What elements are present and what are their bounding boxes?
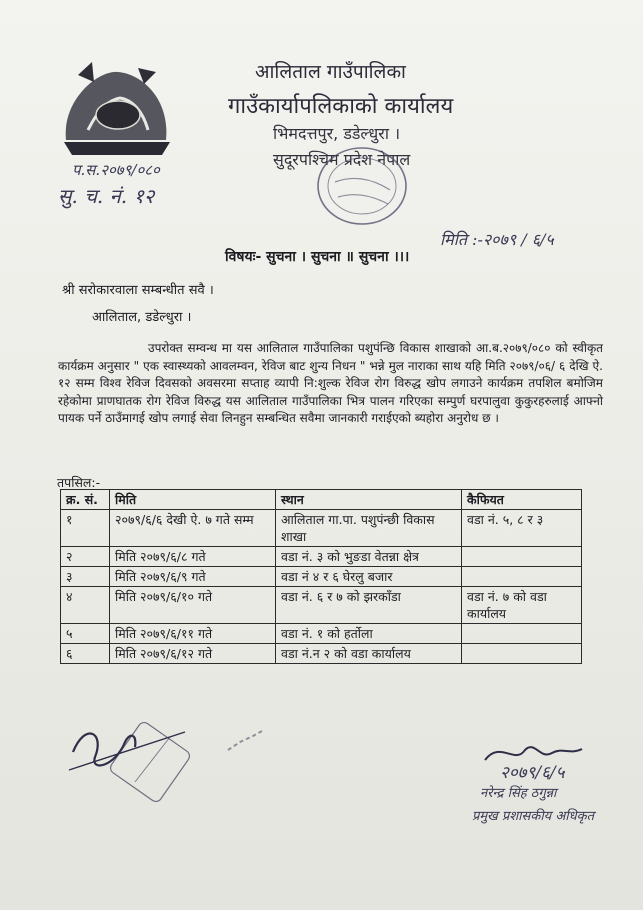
left-signature-stamp: [65, 712, 195, 802]
header-serial: क्र. सं.: [61, 490, 110, 510]
cell-serial: ५: [61, 624, 110, 644]
reference-number: प.स.२०७९/०८०: [72, 161, 160, 179]
table-row: [61, 624, 582, 644]
nepal-emblem: [58, 60, 176, 160]
cell-serial: २: [61, 547, 110, 567]
table-header-row: [61, 490, 582, 510]
table-row: [61, 567, 582, 587]
header-remarks: कैफियत: [462, 490, 582, 510]
cell-place: वडा नं. ३ को भुङडा वेतन्ना क्षेत्र: [276, 547, 462, 567]
cell-date: मिति २०७९/६/८ गते: [110, 547, 276, 567]
cell-remarks: वडा नं. ५, ८ र ३: [462, 510, 582, 547]
table-row: [61, 644, 582, 664]
signatory-name: नरेन्द्र सिंह ठगुन्ना: [480, 786, 557, 801]
header-line-3: भिमदत्तपुर, डडेल्धुरा ।: [273, 124, 401, 143]
cell-date: मिति २०७९/६/११ गते: [110, 624, 276, 644]
subject-line: विषयः- सुचना । सुचना ॥ सुचना ।।।: [225, 249, 410, 265]
cell-remarks: [462, 567, 582, 587]
cell-place: आलिताल गा.पा. पशुपंन्छी विकास शाखा: [276, 510, 462, 547]
cell-remarks: [462, 644, 582, 664]
addressee-line-1: श्री सरोकारवाला सम्बन्धीत सवै ।: [62, 283, 214, 298]
cell-remarks: [462, 547, 582, 567]
cell-serial: १: [61, 510, 110, 547]
cell-remarks: [462, 624, 582, 644]
cell-serial: ६: [61, 644, 110, 664]
table-row: [61, 587, 582, 624]
cell-place: वडा नं ४ र ६ घेरलु बजार: [276, 567, 462, 587]
cell-place: वडा नं. १ को हर्तोला: [276, 624, 462, 644]
body-paragraph: उपरोक्त सम्वन्ध मा यस आलिताल गाउँपालिका पशुपंन्छि विकास शाखाको आ.ब.२०७९/०८० को स्वीकृत कार्यक्रम अनुसार " एक स्वास्थ्यको आवलम्वन, रेविज बाट शुन्य निधन " भन्ने मुल नाराका साथ यहि मिति २०७९/०६/ ६ देखि ऐ. १२ सम्म विश्व रेविज दिवसको अवसरमा सप्ताह व्यापी नि:शुल्क रेविज रोग विरुद्ध खोप लगाउने कार्यक्रम तपशिल बमोजिम रहेकोमा प्राणघातक रोग रेविज विरुद्ध यस आलिताल गाउँपालिका भित्र पालन गरिएका सम्पुर्ण घरपालुवा कुकुरहरुलाई आफ्नो पायक पर्ने ठाउँमागई खोप लगाई सेवा लिनहुन सम्बन्धित सवैमा जानकारी गराईएको ब्यहोरा अनुरोध छ ।: [58, 341, 603, 425]
table-row: [61, 547, 582, 567]
schedule-table: [60, 489, 582, 664]
header-line-4: सुदूरपश्चिम प्रदेश नेपाल: [273, 150, 411, 169]
dispatch-number: सु. च. नं. १२: [58, 184, 155, 208]
addressee-line-2: आलिताल, डडेल्धुरा ।: [92, 310, 192, 325]
cell-date: मिति २०७९/६/१२ गते: [110, 644, 276, 664]
header-place: स्थान: [276, 490, 462, 510]
letter-date: मिति :-२०७९ / ६/५: [440, 230, 554, 249]
header-line-1: आलिताल गाउँपालिका: [255, 61, 406, 83]
office-round-stamp: [300, 142, 410, 232]
cell-place: वडा नं. ६ र ७ को झरकाँडा: [276, 587, 462, 624]
cell-date: मिति २०७९/६/९ गते: [110, 567, 276, 587]
cell-place: वडा नं.न २ को वडा कार्यालय: [276, 644, 462, 664]
header-date: मिति: [110, 490, 276, 510]
cell-serial: ४: [61, 587, 110, 624]
cell-serial: ३: [61, 567, 110, 587]
table-row: [61, 510, 582, 547]
ink-smudge: [225, 728, 265, 754]
signatory-post: प्रमुख प्रशासकीय अधिकृत: [472, 809, 595, 824]
cell-remarks: वडा नं. ७ को वडा कार्यालय: [462, 587, 582, 624]
cell-date: मिति २०७९/६/१० गते: [110, 587, 276, 624]
cell-date: २०७९/६/६ देखी ऐ. ७ गते सम्म: [110, 510, 276, 547]
header-line-2: गाउँकार्यापलिकाको कार्यालय: [228, 94, 454, 119]
signature-date: २०७९/६/५: [500, 763, 565, 783]
schedule-label: तपसिल:-: [57, 475, 101, 490]
